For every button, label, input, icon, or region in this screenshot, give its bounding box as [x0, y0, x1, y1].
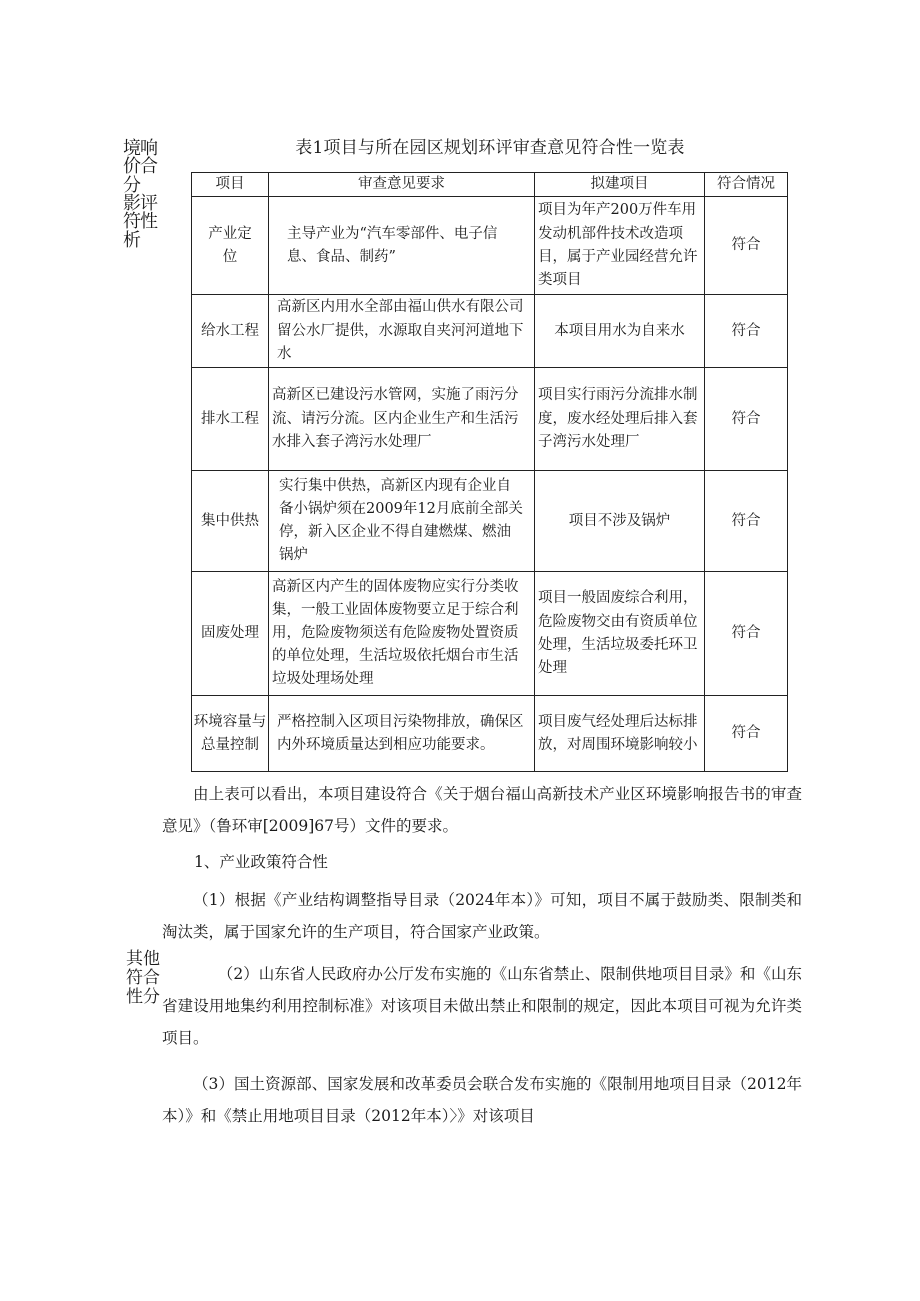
policy-paragraph-1: （1）根据《产业结构调整指导目录（2024年本）》可知，项目不属于鼓励类、限制类和淘汰类，属于国家允许的生产项目，符合国家产业政策。: [162, 891, 802, 941]
side-label-line: 影评符性析: [123, 193, 157, 251]
row-project: 项目实行雨污分流排水制度，废水经处理后排入套子湾污水处理厂: [535, 368, 705, 471]
row-item: 排水工程: [192, 368, 269, 471]
row-project: 项目为年产200万件车用发动机部件技术改造项目，属于产业园经营允许类项目: [535, 197, 705, 295]
compliance-table: [191, 172, 788, 772]
policy-paragraph-2: （2）山东省人民政府办公厅发布实施的《山东省禁止、限制供地项目目录》和《山东省建设用地集约利用控制标准》对该项目未做出禁止和限制的规定，因此本项目可视为允许类项目。: [162, 965, 802, 1047]
row-status: 符合: [705, 295, 788, 368]
row-requirement: 高新区已建设污水管网，实施了雨污分流、请污分流。区内企业生产和生活污水排入套子湾污水处理厂: [269, 368, 535, 471]
row-requirement: 严格控制入区项目污染物排放，确保区内外环境质量达到相应功能要求。: [269, 696, 535, 772]
side-label-line: 其他: [126, 949, 160, 969]
table-header-row: [192, 173, 788, 197]
side-label-other: [126, 950, 166, 1007]
side-label-line: 符合: [126, 968, 160, 989]
row-item: 给水工程: [192, 295, 269, 368]
row-status: 符合: [705, 572, 788, 696]
side-label-env-impact: [123, 140, 167, 250]
row-item: 环境容量与总量控制: [192, 696, 269, 772]
conclusion-paragraph: 由上表可以看出，本项目建设符合《关于烟台福山高新技术产业区环境影响报告书的审查意见》（鲁环审[2009]67号）文件的要求。: [162, 785, 802, 835]
row-requirement: 高新区内用水全部由福山供水有限公司留公水厂提供，水源取自夹河河道地下水: [269, 295, 535, 368]
table-row: [192, 368, 788, 471]
side-label-line: 性分: [126, 987, 160, 1008]
row-requirement: 实行集中供热，高新区内现有企业自备小锅炉须在2009年12月底前全部关停，新入区企业不得自建燃煤、燃油锅炉: [269, 471, 535, 572]
row-project: 项目一般固废综合利用，危险废物交由有资质单位处理，生活垃圾委托环卫处理: [535, 572, 705, 696]
table-row: [192, 197, 788, 295]
header-item: 项目: [192, 173, 269, 197]
table-row: [192, 572, 788, 696]
row-status: 符合: [705, 368, 788, 471]
row-item: 集中供热: [192, 471, 269, 572]
side-label-line: 境响价合分: [123, 138, 157, 196]
table-title: 表1项目与所在园区规划环评审查意见符合性一览表: [295, 138, 685, 158]
section-heading: 1、产业政策符合性: [194, 853, 328, 871]
header-status: 符合情况: [705, 173, 788, 197]
row-project: 本项目用水为自来水: [535, 295, 705, 368]
row-project: 项目不涉及锅炉: [535, 471, 705, 572]
row-status: 符合: [705, 696, 788, 772]
row-project: 项目废气经处理后达标排放，对周围环境影响较小: [535, 696, 705, 772]
policy-paragraph-3: （3）国土资源部、国家发展和改革委员会联合发布实施的《限制用地项目目录（2012年本）》和《禁止用地项目目录（2012年本）〉》对该项目: [162, 1075, 802, 1125]
row-item: 固废处理: [192, 572, 269, 696]
table-row: [192, 295, 788, 368]
row-status: 符合: [705, 471, 788, 572]
header-project: 拟建项目: [535, 173, 705, 197]
table-row: [192, 696, 788, 772]
row-item: 产业定位: [192, 197, 269, 295]
header-requirement: 审查意见要求: [269, 173, 535, 197]
table-row: [192, 471, 788, 572]
row-requirement: 主导产业为“汽车零部件、电子信息、食品、制药”: [269, 197, 535, 295]
row-status: 符合: [705, 197, 788, 295]
row-requirement: 高新区内产生的固体废物应实行分类收集，一般工业固体废物要立足于综合利用，危险废物须送有危险废物处置资质的单位处理，生活垃圾依托烟台市生活垃圾处理场处理: [269, 572, 535, 696]
